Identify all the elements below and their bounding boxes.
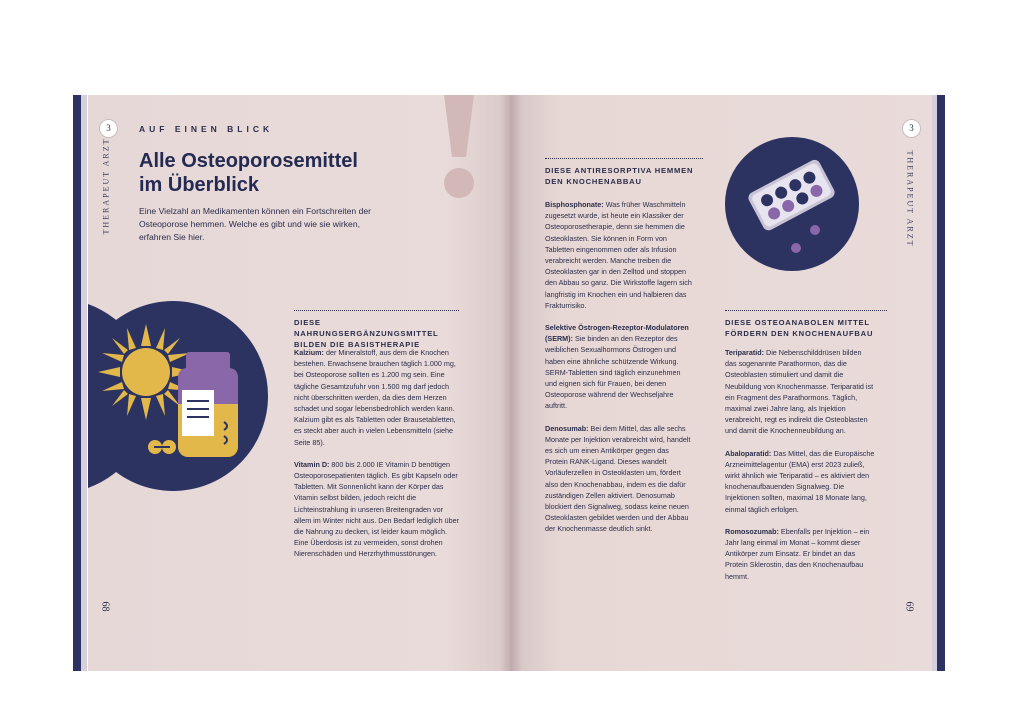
term-romosozumab: Romosozumab: bbox=[725, 526, 779, 536]
text-denosumab: Bei dem Mittel, das alle sechs Monate per Injektion verabreicht wird, handelt es sich um einen Antikörper gegen das Protein RANK-Ligand. Dieses wandelt Vorläuferzellen in Osteoklasten um, fördert also den Knochenabbau, indem es die dafür zuständigen Zellen aktiviert. Denosumab blockiert den Signalweg, sodass keine neuen Osteoklasten gebildet werden und der Abbau der Knochenmasse deutlich sinkt. bbox=[545, 423, 691, 534]
term-abaloparatid: Abaloparatid: bbox=[725, 448, 772, 458]
side-label-left: THERAPEUT ARZT bbox=[101, 137, 111, 235]
book-gutter bbox=[500, 95, 522, 671]
text-vitamin-d: 800 bis 2.000 IE Vitamin D benötigen Osteoporosepatienten täglich. Es gibt Kapseln oder Tabletten. Mit Sonnenlicht kann der Körper das Vitamin selbst bilden, jedoch reicht die Lichteinstrahlung in unseren Breitengraden vor allem im Winter nicht aus. Den Bedarf lediglich über die Nahrung zu decken, ist leider kaum möglich. Eine Überdosis ist zu vermeiden, sonst drohen Nierenschäden und Herzrhythmusstörungen. bbox=[294, 459, 459, 559]
section-heading-line: FÖRDERN DEN KNOCHENAUFBAU bbox=[725, 329, 874, 338]
text-romosozumab: Ebenfalls per Injektion – ein Jahr lang einmal im Monat – kommt dieser Antikörper zum Einsatz. Er bindet an das Protein Sklerostin, das den Knochenaufbau hemmt. bbox=[725, 526, 870, 581]
chapter-number-left: 3 bbox=[99, 119, 118, 138]
left-cover-inner-edge bbox=[81, 95, 87, 671]
paragraph-romosozumab bbox=[725, 526, 875, 582]
left-cover-edge bbox=[73, 95, 81, 671]
kicker: AUF EINEN BLICK bbox=[139, 124, 274, 134]
section-heading-line: DIESE ANTIRESORPTIVA HEMMEN bbox=[545, 166, 694, 175]
page-number-right: 69 bbox=[903, 601, 915, 612]
pill-blister-illustration bbox=[724, 136, 860, 272]
paragraph-abaloparatid bbox=[725, 448, 875, 515]
antiresorptiva-body bbox=[545, 199, 692, 546]
term-teriparatid: Teriparatid: bbox=[725, 348, 765, 357]
paragraph-teriparatid bbox=[725, 347, 875, 437]
section-heading-line: DIESE NAHRUNGSERGÄNZUNGSMITTEL bbox=[294, 318, 439, 338]
section-heading-osteoanabole bbox=[725, 310, 887, 339]
capsule-icon bbox=[146, 437, 178, 457]
supplements-body bbox=[294, 347, 462, 571]
right-cover-edge bbox=[937, 95, 945, 671]
section-heading-line: BILDEN DIE BASISTHERAPIE bbox=[294, 340, 420, 349]
osteoanabole-body bbox=[725, 347, 875, 593]
page-title-line2: im Überblick bbox=[139, 174, 260, 196]
supplement-bottle-icon bbox=[176, 352, 240, 457]
term-kalzium: Kalzium: bbox=[294, 348, 324, 357]
term-serm: Selektive Östrogen-Rezeptor-Modulatoren (SERM): bbox=[545, 323, 689, 344]
text-abaloparatid: Das Mittel, das die Europäische Arzneimittelagentur (EMA) erst 2023 zuließ, wirkt ähnlich wie Teriparatid – es aktiviert den knochenaufbauenden Signalweg. Die Injektionen sollten, maximal 18 Monate lang, einmal täglich erfolgen. bbox=[725, 448, 875, 514]
chapter-number-right: 3 bbox=[902, 119, 921, 138]
lead-text: Eine Vielzahl an Medikamenten können ein Fortschreiten der Osteoporose hemmen. Welche es gibt und wie sie wirken, erfahren Sie hier. bbox=[139, 206, 372, 242]
page-title bbox=[139, 149, 358, 197]
paragraph-bisphosphonate bbox=[545, 199, 692, 311]
page-title-line1: Alle Osteoporosemittel bbox=[139, 150, 358, 172]
section-heading-antiresorptiva bbox=[545, 158, 703, 187]
paragraph-serm bbox=[545, 322, 692, 412]
text-teriparatid: Die Nebenschilddrüsen bilden das sogenannte Parathormon, das die Osteoblasten stimuliert und damit die Neubildung von Knochenmasse. Teriparatid ist ein Fragment des Parathormons. Täglich, maximal zwei Jahre lang, als Injektion verabreicht, regt es indirekt die Osteoblasten und damit die Knochenneubildung an. bbox=[725, 348, 874, 436]
section-heading-supplements bbox=[294, 310, 459, 350]
side-label-right: THERAPEUT ARZT bbox=[905, 150, 915, 248]
term-denosumab: Denosumab: bbox=[545, 423, 589, 433]
page-number-left: 68 bbox=[99, 601, 111, 612]
section-heading-line: DEN KNOCHENABBAU bbox=[545, 177, 642, 186]
section-heading-line: DIESE OSTEOANABOLEN MITTEL bbox=[725, 318, 870, 327]
term-vitamin-d: Vitamin D: bbox=[294, 459, 330, 469]
paragraph-denosumab bbox=[545, 423, 692, 535]
text-serm: Sie binden an den Rezeptor des weiblichen Sexualhormons Östrogen und haben eine ähnliche schützende Wirkung. SERM-Tabletten sind täglich einzunehmen und eignen sich für Frauen, bei denen Osteoporose während der Wechseljahre auftritt. bbox=[545, 334, 681, 411]
paragraph-vitamin-d bbox=[294, 459, 462, 560]
term-bisphosphonate: Bisphosphonate: bbox=[545, 200, 604, 209]
paragraph-kalzium bbox=[294, 347, 462, 448]
exclamation-icon bbox=[436, 95, 482, 200]
text-kalzium: der Mineralstoff, aus dem die Knochen bestehen. Erwachsene brauchen täglich 1.000 mg, bei Osteoporose sollten es 1.200 mg sein. Eine tägliche Gesamtzufuhr von 1.500 mg darf jedoch nicht überschritten werden, da dies dem Herzen schadet und sogar lebensbedrohlich werden kann. Kalzium gibt es als Tabletten oder Brausetabletten, es steckt aber auch in vielen Lebensmitteln (siehe Seite 85). bbox=[294, 348, 456, 447]
text-bisphosphonate: Was früher Waschmitteln zugesetzt wurde, ist heute ein Klassiker der Osteoporosetherapie, denn sie hemmen die Osteoklasten. Sie können in Form von Tabletten eingenommen oder als Infusion verabreicht werden. Manche treiben die Osteoklasten gar in den Zelltod und stoppen den Abbau so ganz. Die Wirkstoffe lagern sich langfristig im Knochen ein und halbieren das Frakturrisiko. bbox=[545, 200, 692, 310]
